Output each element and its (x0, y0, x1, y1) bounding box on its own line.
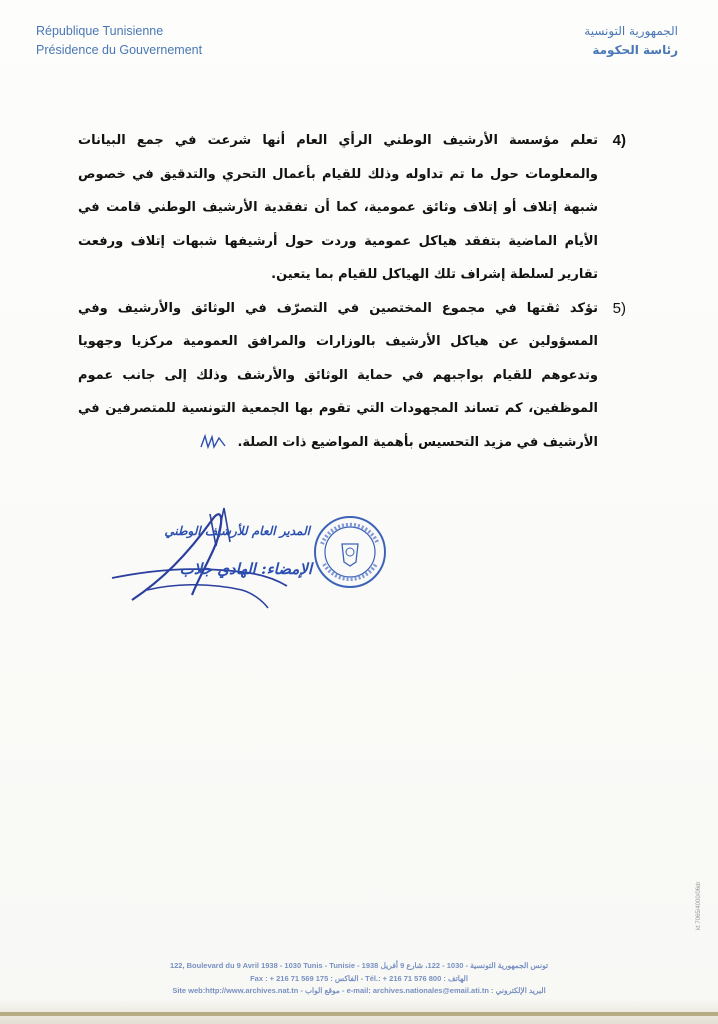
paragraph-5-number: 5) (612, 299, 626, 317)
official-stamp-icon (312, 514, 388, 590)
paragraph-5-text: تؤكد ثقتها في مجموع المختصين في التصرّف في الوثائق والأرشيف وفي المسؤولين عن هياكل الأرشيف بالوزارات والمرافق العمومية مركزيا وجهويا وتدعوهم للقيام بواجبهم في حماية الوثائق والأرشف وذلك إلى جانب عموم الموظفين، كم تساند المجهودات التي تقوم بها الجمعية التونسية للمتصرفين في الأرشيف في مزيد التحسيس بأهمية المواضيع ذات الصلة. (78, 300, 598, 450)
header-republic: République Tunisienne (36, 24, 164, 38)
header-presidence-ar: رئاسة الحكومة (592, 43, 678, 57)
paragraph-4 (78, 124, 626, 292)
bottom-band (0, 1012, 718, 1016)
footer-address: 122, Boulevard du 9 Avril 1938 - 1030 Tunis - Tunisie - تونس الجمهورية التونسية - 1030 - 122، شارع 9 أفريل 1938 (169, 961, 549, 970)
paragraph-4-number: 4) (612, 132, 626, 149)
footer-contact (0, 960, 718, 998)
footer-phones: Fax : + 216 71 569 175 : الفاكس - Tél.: + 216 71 576 800 : الهاتف (250, 973, 468, 983)
paragraph-5 (78, 292, 626, 460)
header-republic-ar: الجمهورية التونسية (584, 24, 678, 38)
header-french (36, 22, 202, 60)
signatory-name: الإمضاء: الهادي جلاب (179, 560, 312, 578)
signatory-title: المدير العام للأرشيف الوطني (164, 524, 310, 538)
footer-web: Site web:http://www.archives.nat.tn - موقع الواب - e-mail: archives.nationales@email.ati.tn : البريد الإلكتروني (172, 986, 546, 995)
paragraph-4-text: تعلم مؤسسة الأرشيف الوطني الرأي العام أنها شرعت في جمع البيانات والمعلومات حول ما تم تداوله وذلك للقيام بأعمال التحري والتدقيق في خصوص شبهة إتلاف أو إتلاف وثائق عمومية، كما أن تفقدية الأرشيف الوطني قامت في الأيام الماضية بتفقد هياكل عمومية وردت حول أرشيفها شبهات إتلاف ورفعت تقارير لسلطة إشراف تلك الهياكل للقيام بما يتعين. (78, 133, 598, 282)
bottom-shadow (0, 998, 718, 1024)
document-reference: kt 7065/4000/06dr (696, 881, 702, 930)
letter-body (78, 124, 626, 459)
initials-mark-icon (199, 433, 227, 451)
header-presidence: Présidence du Gouvernement (36, 43, 203, 57)
header-arabic (584, 22, 678, 60)
